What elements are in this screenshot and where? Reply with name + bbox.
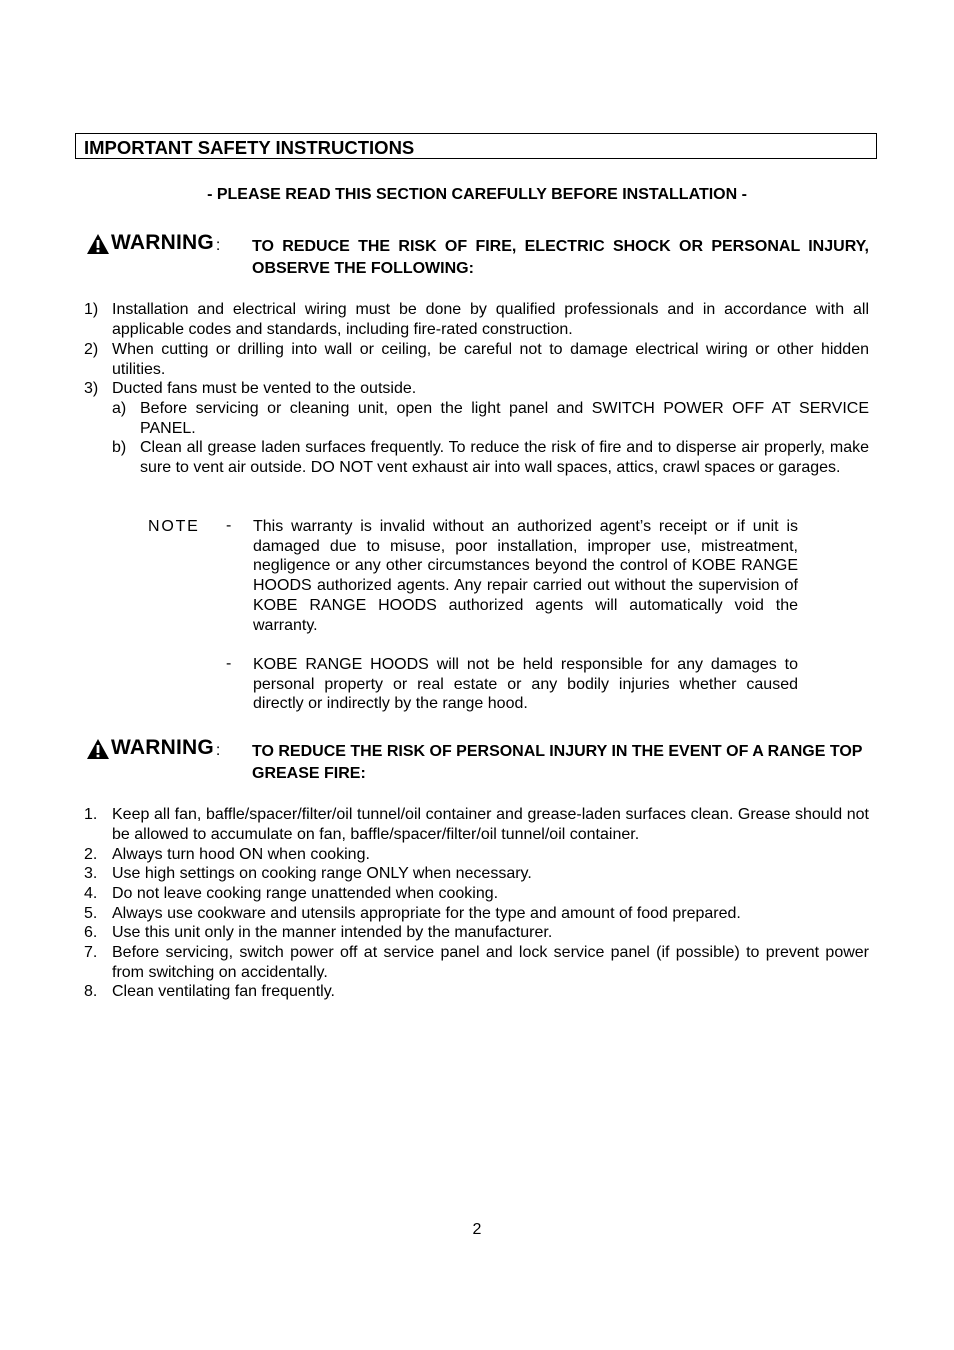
list-item-number: 4.: [84, 885, 98, 902]
warning-triangle-icon: [86, 233, 110, 255]
list-item-number: 2): [84, 341, 99, 358]
list-item-number: 1.: [84, 806, 98, 823]
list-item-text: Use this unit only in the manner intended by the manufacturer.: [112, 924, 553, 941]
list-item: [84, 923, 869, 943]
list-item-number: 1): [84, 301, 99, 318]
note-dash: -: [226, 655, 232, 672]
list-item-number: 5.: [84, 905, 98, 922]
list-item-number: 3.: [84, 865, 98, 882]
list-item: [84, 340, 869, 379]
list-item-text: Do not leave cooking range unattended when cooking.: [112, 885, 499, 902]
list-item-number: 2.: [84, 846, 98, 863]
list-item-number: 6.: [84, 924, 98, 941]
list-item: [84, 379, 869, 399]
note-dash: -: [226, 517, 232, 534]
section-title: IMPORTANT SAFETY INSTRUCTIONS: [84, 137, 415, 158]
section-title-box: [75, 133, 877, 159]
list-item-number: 7.: [84, 944, 98, 961]
list-item-text: Before servicing, switch power off at service panel and lock service panel (if possible) to prevent power from switching on accidentally.: [112, 944, 869, 981]
list-item-text: Ducted fans must be vented to the outside.: [112, 380, 417, 397]
page-number: 2: [472, 1221, 482, 1238]
list-item-text: Use high settings on cooking range ONLY when necessary.: [112, 865, 532, 882]
warning-triangle-icon: [86, 738, 110, 760]
sub-list-item-letter: a): [112, 400, 127, 417]
list-item: [84, 943, 869, 982]
warning-colon: :: [215, 237, 221, 254]
list-item: [84, 864, 869, 884]
warning-label-2: [86, 736, 221, 760]
list-item-text: Keep all fan, baffle/spacer/filter/oil tunnel/oil container and grease-laden surfaces clean. Grease should not be allowed to accumulate on fan, baffle/spacer/filter/oil tunnel/oil container.: [112, 806, 869, 843]
list-item: [84, 845, 869, 865]
note-paragraph: This warranty is invalid without an authorized agent’s receipt or if unit is damaged due to misuse, poor installation, improper use, mistreatment, negligence or any other circumstances beyond the control of KOBE RANGE HOODS authorized agents. Any repair carried out without the supervision of KOBE RANGE HOODS authorized agents will automatically void the warranty.: [253, 518, 798, 634]
sub-list-item: [112, 438, 869, 477]
list-item: [84, 300, 869, 339]
sub-list-item-text: Before servicing or cleaning unit, open the light panel and SWITCH POWER OFF AT SERVICE PANEL.: [140, 400, 869, 437]
subtitle: - PLEASE READ THIS SECTION CAREFULLY BEFORE INSTALLATION -: [207, 186, 747, 203]
sub-list-item-letter: b): [112, 439, 127, 456]
list-item: [84, 805, 869, 844]
warning-word: WARNING: [111, 231, 214, 254]
list-item-number: 3): [84, 380, 99, 397]
list-item-text: Clean ventilating fan frequently.: [112, 983, 335, 1000]
warning-text-1: TO REDUCE THE RISK OF FIRE, ELECTRIC SHOCK OR PERSONAL INJURY, OBSERVE THE FOLLOWING:: [252, 238, 869, 277]
list-item: [84, 884, 869, 904]
note-label: NOTE: [148, 518, 200, 535]
warning-label-1: [86, 231, 221, 255]
list-item-text: Always use cookware and utensils appropriate for the type and amount of food prepared.: [112, 905, 741, 922]
list-item-text: When cutting or drilling into wall or ceiling, be careful not to damage electrical wiring or other hidden utilities.: [112, 341, 869, 378]
list-item: [84, 904, 869, 924]
list-item-text: Always turn hood ON when cooking.: [112, 846, 370, 863]
sub-list-item: [112, 399, 869, 438]
warning-text-2: TO REDUCE THE RISK OF PERSONAL INJURY IN THE EVENT OF A RANGE TOP GREASE FIRE:: [252, 743, 863, 782]
note-paragraph: KOBE RANGE HOODS will not be held responsible for any damages to personal property or real estate or any bodily injuries whether caused directly or indirectly by the range hood.: [253, 656, 798, 713]
list-item-text: Installation and electrical wiring must be done by qualified professionals and in accordance with all applicable codes and standards, including fire-rated construction.: [112, 301, 869, 338]
sub-list-item-text: Clean all grease laden surfaces frequently. To reduce the risk of fire and to disperse air properly, make sure to vent air outside. DO NOT vent exhaust air into wall spaces, attics, crawl spaces or garages.: [140, 439, 869, 476]
warning-word: WARNING: [111, 736, 214, 759]
list-item: [84, 982, 869, 1002]
list-item-number: 8.: [84, 983, 98, 1000]
warning-colon: :: [215, 742, 221, 759]
